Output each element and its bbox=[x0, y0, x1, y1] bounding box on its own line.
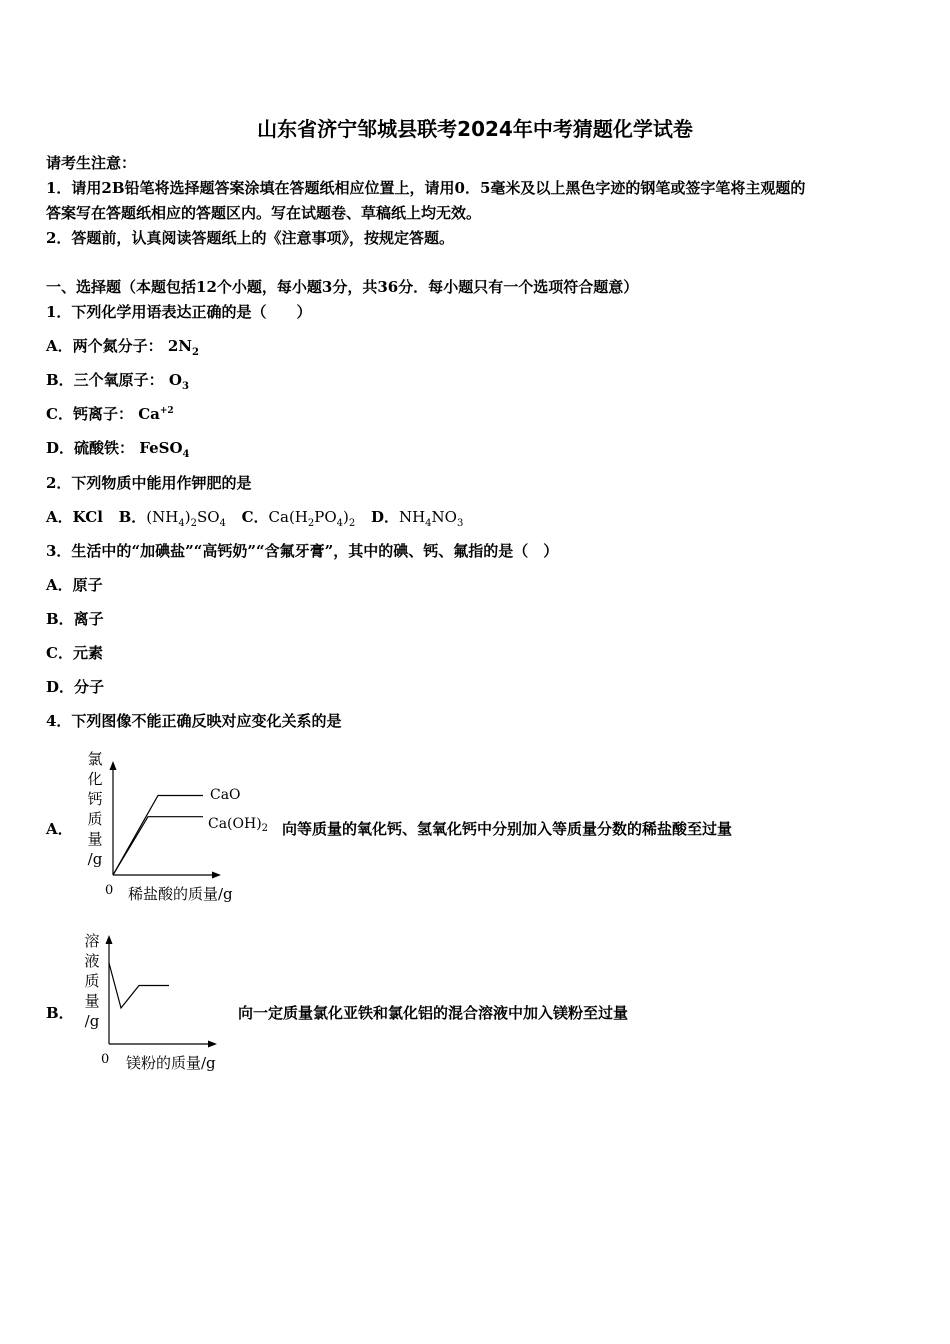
page-title: 山东省济宁邹城县联考2024年中考猜题化学试卷 bbox=[257, 117, 693, 141]
q1-option-a-text: A．两个氮分子： bbox=[46, 337, 163, 355]
q4-option-a-description: 向等质量的氧化钙、氢氧化钙中分别加入等质量分数的稀盐酸至过量 bbox=[282, 820, 733, 838]
graph-a bbox=[80, 742, 280, 912]
q3-option-c: C．元素 bbox=[46, 644, 103, 662]
q3-option-d: D．分子 bbox=[46, 678, 105, 696]
q1-option-c-formula: $Ca^{+2}$ bbox=[138, 405, 174, 423]
graph-b-x-label: 镁粉的质量/g bbox=[126, 1054, 216, 1072]
graph-a-label-cao: CaO bbox=[210, 787, 241, 803]
q2-option-d: D．$NH_4NO_3$ bbox=[370, 508, 464, 529]
notice-item-1-line-1: 1．请用2B铅笔将选择题答案涂填在答题纸相应位置上，请用0．5毫米及以上黑色字迹的钢笔或签字笔将主观题的 bbox=[46, 179, 806, 197]
graph-b-y-label-char: 液 bbox=[84, 952, 100, 970]
graph-a-origin: 0 bbox=[105, 883, 114, 898]
graph-b-origin: 0 bbox=[101, 1052, 110, 1067]
q1-option-c-text: C．钙离子： bbox=[46, 405, 133, 423]
q2-stem: 2．下列物质中能用作钾肥的是 bbox=[46, 474, 252, 492]
q1-option-a-formula: $2N_2$ bbox=[167, 337, 199, 358]
q4-option-a-label: A． bbox=[46, 820, 73, 838]
q4-stem: 4．下列图像不能正确反映对应变化关系的是 bbox=[46, 712, 342, 730]
q1-option-d bbox=[46, 437, 190, 460]
graph-b-y-arrow bbox=[106, 935, 113, 944]
graph-b-y-label-char: 质 bbox=[84, 972, 100, 990]
graph-a-y-label-char: 质 bbox=[87, 810, 103, 828]
q2-option-a: A．KCl bbox=[46, 508, 103, 526]
notice-item-2: 2．答题前，认真阅读答题纸上的《注意事项》，按规定答题。 bbox=[46, 229, 454, 247]
section-heading: 一、选择题（本题包括12个小题，每小题3分，共36分．每小题只有一个选项符合题意） bbox=[46, 278, 639, 296]
q1-option-b bbox=[46, 369, 189, 392]
q1-option-a bbox=[46, 335, 199, 358]
q1-option-b-formula: $O_3$ bbox=[168, 371, 189, 392]
q4-option-b-label: B． bbox=[46, 1004, 74, 1022]
graph-a-series-caoh2 bbox=[113, 817, 203, 875]
graph-a-y-label-char: 氯 bbox=[87, 750, 103, 768]
graph-b-y-label-char: 量 bbox=[84, 992, 100, 1010]
q1-stem: 1．下列化学用语表达正确的是（ ） bbox=[46, 303, 312, 321]
graph-a-series-cao bbox=[113, 796, 203, 876]
graph-a-label-caoh2: $Ca(OH)_2$ bbox=[208, 816, 269, 834]
q1-option-c bbox=[46, 403, 174, 424]
graph-b bbox=[76, 928, 236, 1078]
q2-options bbox=[46, 506, 463, 529]
graph-a-y-label-char: 钙 bbox=[87, 790, 103, 808]
notice-item-1-line-2: 答案写在答题纸相应的答题区内。写在试题卷、草稿纸上均无效。 bbox=[46, 204, 482, 222]
graph-a-y-label bbox=[87, 750, 102, 868]
graph-a-y-label-char: /g bbox=[87, 850, 103, 868]
q1-option-d-text: D．硫酸铁： bbox=[46, 439, 135, 457]
graph-a-y-label-char: 量 bbox=[87, 830, 103, 848]
q2-option-c: C．$Ca(H_2PO_4)_2$ bbox=[241, 508, 356, 529]
graph-b-y-label-char: /g bbox=[84, 1012, 100, 1030]
graph-a-x-arrow bbox=[212, 872, 221, 879]
q3-option-a: A．原子 bbox=[46, 576, 103, 594]
q1-option-b-text: B．三个氧原子： bbox=[46, 371, 164, 389]
q1-option-d-formula: FeSO$_4$ bbox=[139, 439, 190, 460]
notice-heading: 请考生注意： bbox=[46, 154, 137, 172]
graph-b-series-solution-mass bbox=[109, 963, 169, 1008]
q2-option-b: B．$(NH_4)_2SO_4$ bbox=[118, 508, 226, 529]
q3-stem: 3．生活中的“加碘盐”“高钙奶”“含氟牙膏”，其中的碘、钙、氟指的是（ ） bbox=[46, 542, 559, 560]
graph-b-x-arrow bbox=[208, 1041, 217, 1048]
graph-a-y-label-char: 化 bbox=[87, 770, 103, 788]
graph-a-x-label: 稀盐酸的质量/g bbox=[128, 885, 233, 903]
q3-option-b: B．离子 bbox=[46, 610, 104, 628]
q4-option-b-description: 向一定质量氯化亚铁和氯化铝的混合溶液中加入镁粉至过量 bbox=[238, 1004, 629, 1022]
graph-b-y-label-char: 溶 bbox=[84, 932, 100, 950]
graph-a-y-arrow bbox=[110, 761, 117, 770]
graph-b-y-label bbox=[84, 932, 99, 1030]
